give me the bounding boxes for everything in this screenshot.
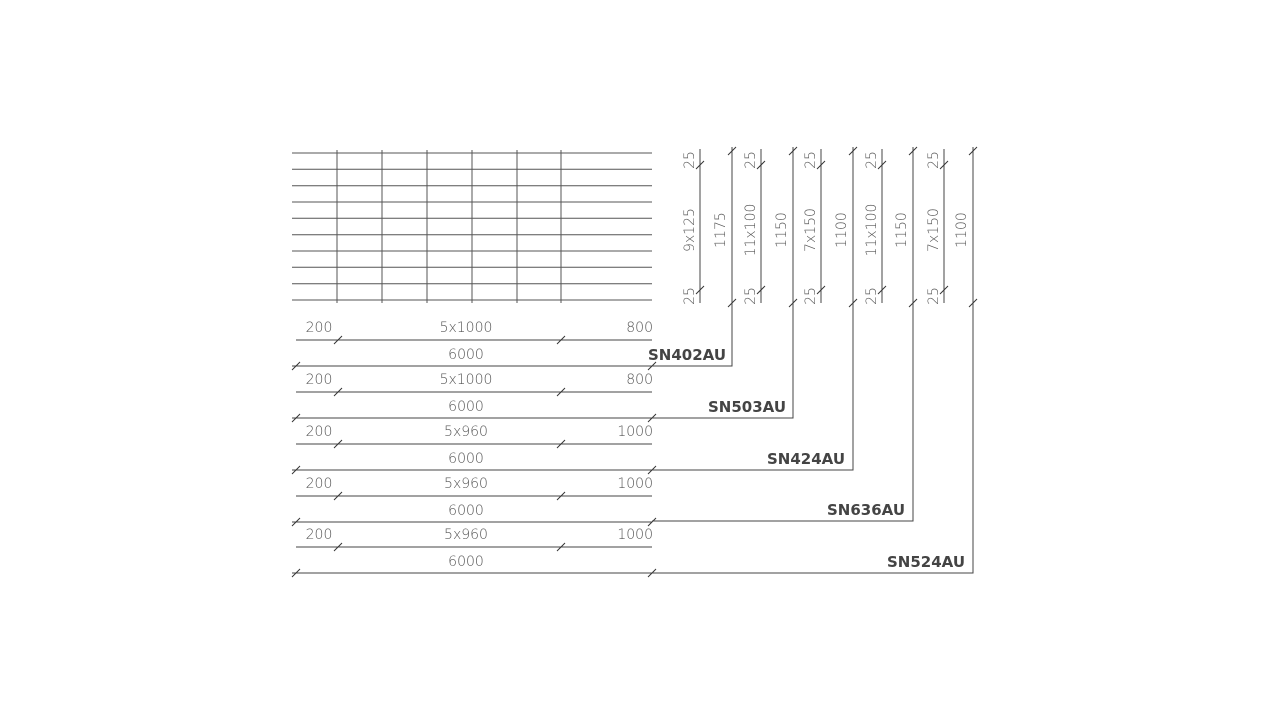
length-middle-label: 5x960	[444, 424, 488, 440]
length-right-label: 1000	[617, 476, 653, 492]
width-overall-label: 1150	[894, 212, 910, 248]
length-right-label: 1000	[617, 424, 653, 440]
length-dimension-sn636au	[292, 476, 656, 526]
length-left-label: 200	[305, 372, 333, 388]
length-right-label: 800	[626, 372, 653, 388]
width-dimension-sn524au	[926, 147, 977, 307]
leader-sn524au	[652, 303, 973, 573]
length-dimension-sn402au	[292, 320, 656, 370]
mesh-code-label: SN424AU	[767, 450, 845, 468]
width-spacing-label: 9x125	[682, 208, 698, 252]
leader-sn424au	[652, 303, 853, 470]
mesh-code-label: SN524AU	[887, 553, 965, 571]
width-bottom-label: 25	[864, 287, 880, 305]
width-bottom-label: 25	[803, 287, 819, 305]
width-top-label: 25	[743, 151, 759, 169]
width-dimensions	[682, 147, 977, 307]
length-middle-label: 5x1000	[439, 320, 493, 336]
width-bottom-label: 25	[682, 287, 698, 305]
mesh-code-label: SN402AU	[648, 346, 726, 364]
length-middle-label: 5x960	[444, 476, 488, 492]
length-left-label: 200	[305, 424, 333, 440]
width-top-label: 25	[864, 151, 880, 169]
length-overall-label: 6000	[448, 503, 484, 519]
width-top-label: 25	[682, 151, 698, 169]
width-spacing-label: 7x150	[803, 208, 819, 252]
width-top-label: 25	[803, 151, 819, 169]
length-middle-label: 5x1000	[439, 372, 493, 388]
width-overall-label: 1100	[954, 212, 970, 248]
width-dimension-sn636au	[864, 147, 917, 307]
width-overall-label: 1100	[834, 212, 850, 248]
code-leaders	[648, 303, 973, 573]
length-overall-label: 6000	[448, 554, 484, 570]
width-dimension-sn402au	[682, 147, 736, 307]
mesh-code-label: SN503AU	[708, 398, 786, 416]
length-middle-label: 5x960	[444, 527, 488, 543]
length-dimensions	[292, 320, 656, 577]
width-overall-label: 1150	[774, 212, 790, 248]
width-overall-label: 1175	[713, 212, 729, 248]
width-spacing-label: 11x100	[864, 203, 880, 257]
length-left-label: 200	[305, 527, 333, 543]
leader-line	[652, 303, 973, 573]
width-dimension-sn503au	[743, 147, 797, 307]
length-overall-label: 6000	[448, 399, 484, 415]
length-overall-label: 6000	[448, 451, 484, 467]
length-right-label: 800	[626, 320, 653, 336]
length-left-label: 200	[305, 476, 333, 492]
length-right-label: 1000	[617, 527, 653, 543]
length-overall-label: 6000	[448, 347, 484, 363]
mesh-grid	[292, 150, 652, 303]
width-bottom-label: 25	[926, 287, 942, 305]
length-left-label: 200	[305, 320, 333, 336]
width-bottom-label: 25	[743, 287, 759, 305]
mesh-code-label: SN636AU	[827, 501, 905, 519]
length-dimension-sn524au	[292, 527, 656, 577]
width-top-label: 25	[926, 151, 942, 169]
length-dimension-sn424au	[292, 424, 656, 474]
length-dimension-sn503au	[292, 372, 656, 422]
width-spacing-label: 11x100	[743, 203, 759, 257]
width-dimension-sn424au	[803, 147, 857, 307]
width-spacing-label: 7x150	[926, 208, 942, 252]
leader-line	[652, 303, 853, 470]
leader-sn402au	[648, 303, 732, 366]
